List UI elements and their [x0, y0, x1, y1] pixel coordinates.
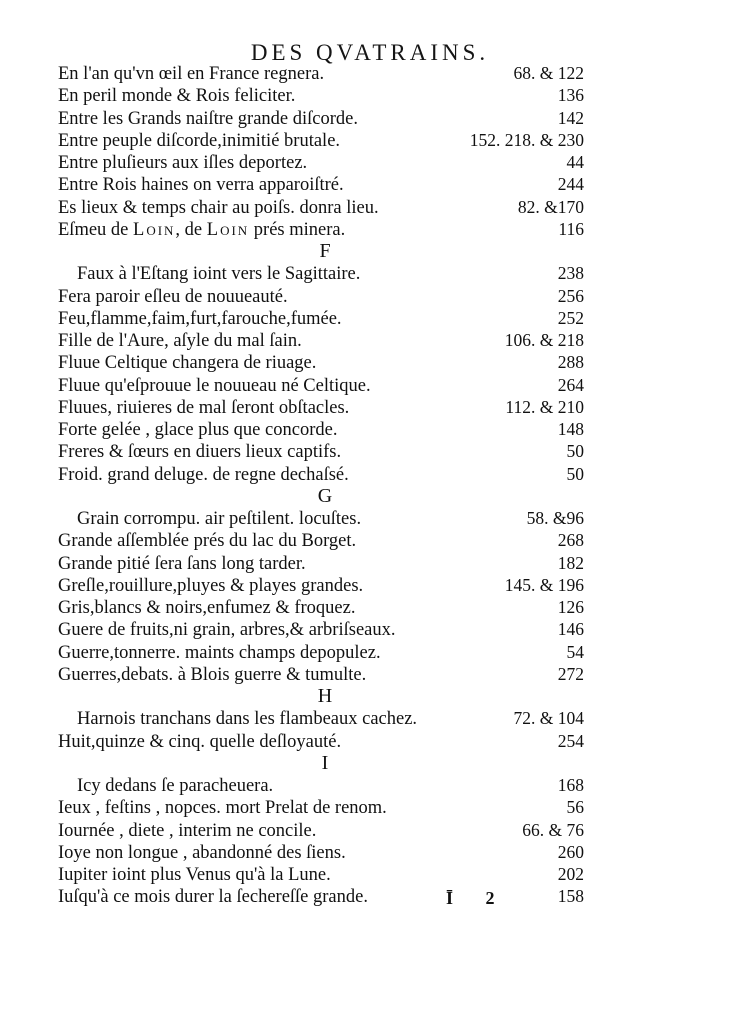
entry-text: Gris,blancs & noirs,enfumez & froquez.	[58, 598, 356, 618]
entry-text: Grain corrompu. air peſtilent. locuſtes.	[77, 509, 362, 529]
entry-text: Greſle,rouillure,pluyes & playes grandes.	[58, 575, 364, 596]
entry-text: Fluue qu'eſprouue le nouueau né Celtique.	[58, 375, 371, 396]
index-entry	[58, 730, 584, 752]
index-entry	[58, 396, 584, 418]
index-entry	[58, 863, 584, 885]
index-entry	[58, 707, 584, 729]
entry-text: Fille de l'Aure, aſyle du mal ſain.	[58, 331, 302, 351]
index-entry	[58, 262, 584, 284]
entry-text: Es lieux & temps chair au poiſs. donra lieu.	[58, 197, 379, 218]
entry-text-part: , de	[175, 219, 207, 240]
entry-page-numbers: 126	[557, 597, 584, 617]
entry-page-numbers: 256	[557, 285, 584, 306]
entry-text: Iournée , diete , interim ne concile.	[58, 820, 317, 841]
section-letter: F	[319, 240, 331, 262]
entry-text: Iuſqu'à ce mois durer la ſechereſſe grande.	[58, 887, 368, 908]
entry-text: Entre Rois haines on verra apparoiſtré.	[58, 175, 344, 196]
entry-text: Entre les Grands naiſtre grande diſcorde.	[58, 108, 358, 129]
entry-text: Guerre,tonnerre. maints champs depopulez.	[58, 642, 381, 663]
entry-text: Guerres,debats. à Blois guerre & tumulte.	[58, 664, 367, 685]
index-entry	[58, 151, 584, 173]
entry-text: Entre pluſieurs aux iſles deportez.	[58, 153, 308, 173]
entry-page-numbers: 72. & 104	[513, 708, 584, 729]
entry-text: Grande pitié ſera ſans long tarder.	[58, 553, 306, 574]
entry-page-numbers: 168	[557, 775, 584, 795]
index-entry	[58, 663, 584, 685]
index-entry	[58, 374, 584, 396]
index-entry	[58, 574, 584, 596]
entry-page-numbers: 288	[557, 352, 584, 373]
entry-page-numbers: 238	[557, 263, 584, 284]
entry-text: Froid. grand deluge. de regne dechaſsé.	[58, 464, 349, 485]
entry-page-numbers: 148	[557, 419, 584, 439]
section-letter: H	[317, 685, 333, 707]
entry-page-numbers: 158	[557, 886, 584, 907]
index-entry	[58, 307, 584, 329]
entry-page-numbers: 254	[557, 730, 584, 751]
entry-page-numbers: 264	[557, 374, 584, 395]
index-entry	[58, 552, 584, 574]
index-entry	[58, 285, 584, 307]
entry-text: Grande aſſemblée prés du lac du Borget.	[58, 531, 357, 552]
entry-text: Iupiter ioint plus Venus qu'à la Lune.	[58, 865, 331, 885]
entry-page-numbers: 50	[566, 441, 584, 462]
entry-text: En peril monde & Rois feliciter.	[58, 86, 296, 107]
index-entry	[58, 129, 584, 151]
entry-text: Faux à l'Eſtang ioint vers le Sagittaire.	[77, 264, 361, 285]
entry-text: Icy dedans ſe paracheuera.	[77, 776, 274, 796]
entry-text: Forte gelée , glace plus que concorde.	[58, 420, 338, 440]
entry-page-numbers: 152. 218. & 230	[469, 129, 584, 150]
signature-mark: Ī 2	[446, 888, 509, 908]
index-entry	[58, 841, 584, 863]
index-entry	[58, 463, 584, 485]
entry-page-numbers: 66. & 76	[522, 819, 584, 840]
index-entry	[58, 173, 584, 195]
index-entry	[58, 618, 584, 640]
entry-page-numbers: 146	[557, 619, 584, 640]
entry-text: En l'an qu'vn œil en France regnera.	[58, 64, 325, 84]
entry-page-numbers: 106. & 218	[504, 330, 584, 350]
index-entry	[58, 351, 584, 373]
entry-page-numbers: 145. & 196	[504, 574, 584, 595]
entry-page-numbers: 68. & 122	[513, 63, 584, 83]
entry-page-numbers: 202	[557, 864, 584, 884]
entry-text-part: prés minera.	[249, 219, 346, 240]
index-entry	[58, 641, 584, 663]
entry-text: Ieux , feſtins , nopces. mort Prelat de renom.	[58, 798, 387, 819]
index-entry	[58, 218, 584, 240]
entry-text: Ioye non longue , abandonné des ſiens.	[58, 842, 346, 863]
index-entry	[58, 196, 584, 218]
small-caps-word: Loin	[133, 219, 176, 240]
entry-text: Fera paroir eſleu de nouueauté.	[58, 286, 288, 307]
section-letter: G	[317, 484, 333, 507]
entry-page-numbers: 82. &170	[517, 196, 584, 217]
entry-page-numbers: 182	[557, 552, 584, 573]
entry-page-numbers: 272	[557, 663, 584, 684]
index-entry	[58, 107, 584, 129]
index-entry	[58, 84, 584, 106]
index-entry	[58, 774, 584, 796]
entry-page-numbers: 50	[566, 463, 584, 484]
entry-text	[58, 219, 345, 241]
entry-text: Fluues, riuieres de mal ſeront obſtacles.	[58, 397, 350, 418]
entry-page-numbers: 252	[557, 307, 584, 328]
index-entry	[58, 329, 584, 351]
entry-text: Harnois tranchans dans les flambeaux cachez.	[77, 709, 418, 730]
entry-page-numbers: 58. &96	[526, 508, 584, 528]
index-entry	[58, 796, 584, 818]
entry-page-numbers: 116	[558, 218, 584, 239]
index-entry	[58, 596, 584, 618]
index-entry	[58, 529, 584, 551]
running-head: DES QVATRAINS.	[250, 40, 490, 65]
entry-page-numbers: 54	[566, 641, 584, 662]
index-entry	[58, 62, 584, 84]
entry-text: Feu,flamme,faim,furt,farouche,fumée.	[58, 308, 342, 329]
entry-text: Huit,quinze & cinq. quelle deſloyauté.	[58, 731, 342, 752]
index-entry	[58, 507, 584, 529]
index-entry	[58, 418, 584, 440]
entry-text: Freres & ſœurs en diuers lieux captifs.	[58, 442, 342, 463]
section-letter: I	[321, 751, 329, 774]
index-entry	[58, 819, 584, 841]
entry-text-part: Eſmeu de	[58, 219, 134, 240]
entry-text: Guere de fruits,ni grain, arbres,& arbriſseaux.	[58, 620, 396, 641]
entry-page-numbers: 136	[557, 85, 584, 106]
entry-page-numbers: 112. & 210	[505, 396, 584, 417]
entry-page-numbers: 44	[566, 152, 584, 172]
entry-text: Entre peuple diſcorde,inimitié brutale.	[58, 130, 341, 151]
entry-page-numbers: 142	[557, 107, 584, 128]
entry-page-numbers: 260	[557, 841, 584, 862]
quatrain-index	[58, 62, 584, 908]
small-caps-word: Loin	[206, 219, 250, 240]
entry-text: Fluue Celtique changera de riuage.	[58, 353, 317, 374]
entry-page-numbers: 56	[566, 797, 584, 818]
entry-page-numbers: 268	[557, 530, 584, 551]
entry-page-numbers: 244	[557, 174, 584, 195]
index-entry	[58, 440, 584, 462]
